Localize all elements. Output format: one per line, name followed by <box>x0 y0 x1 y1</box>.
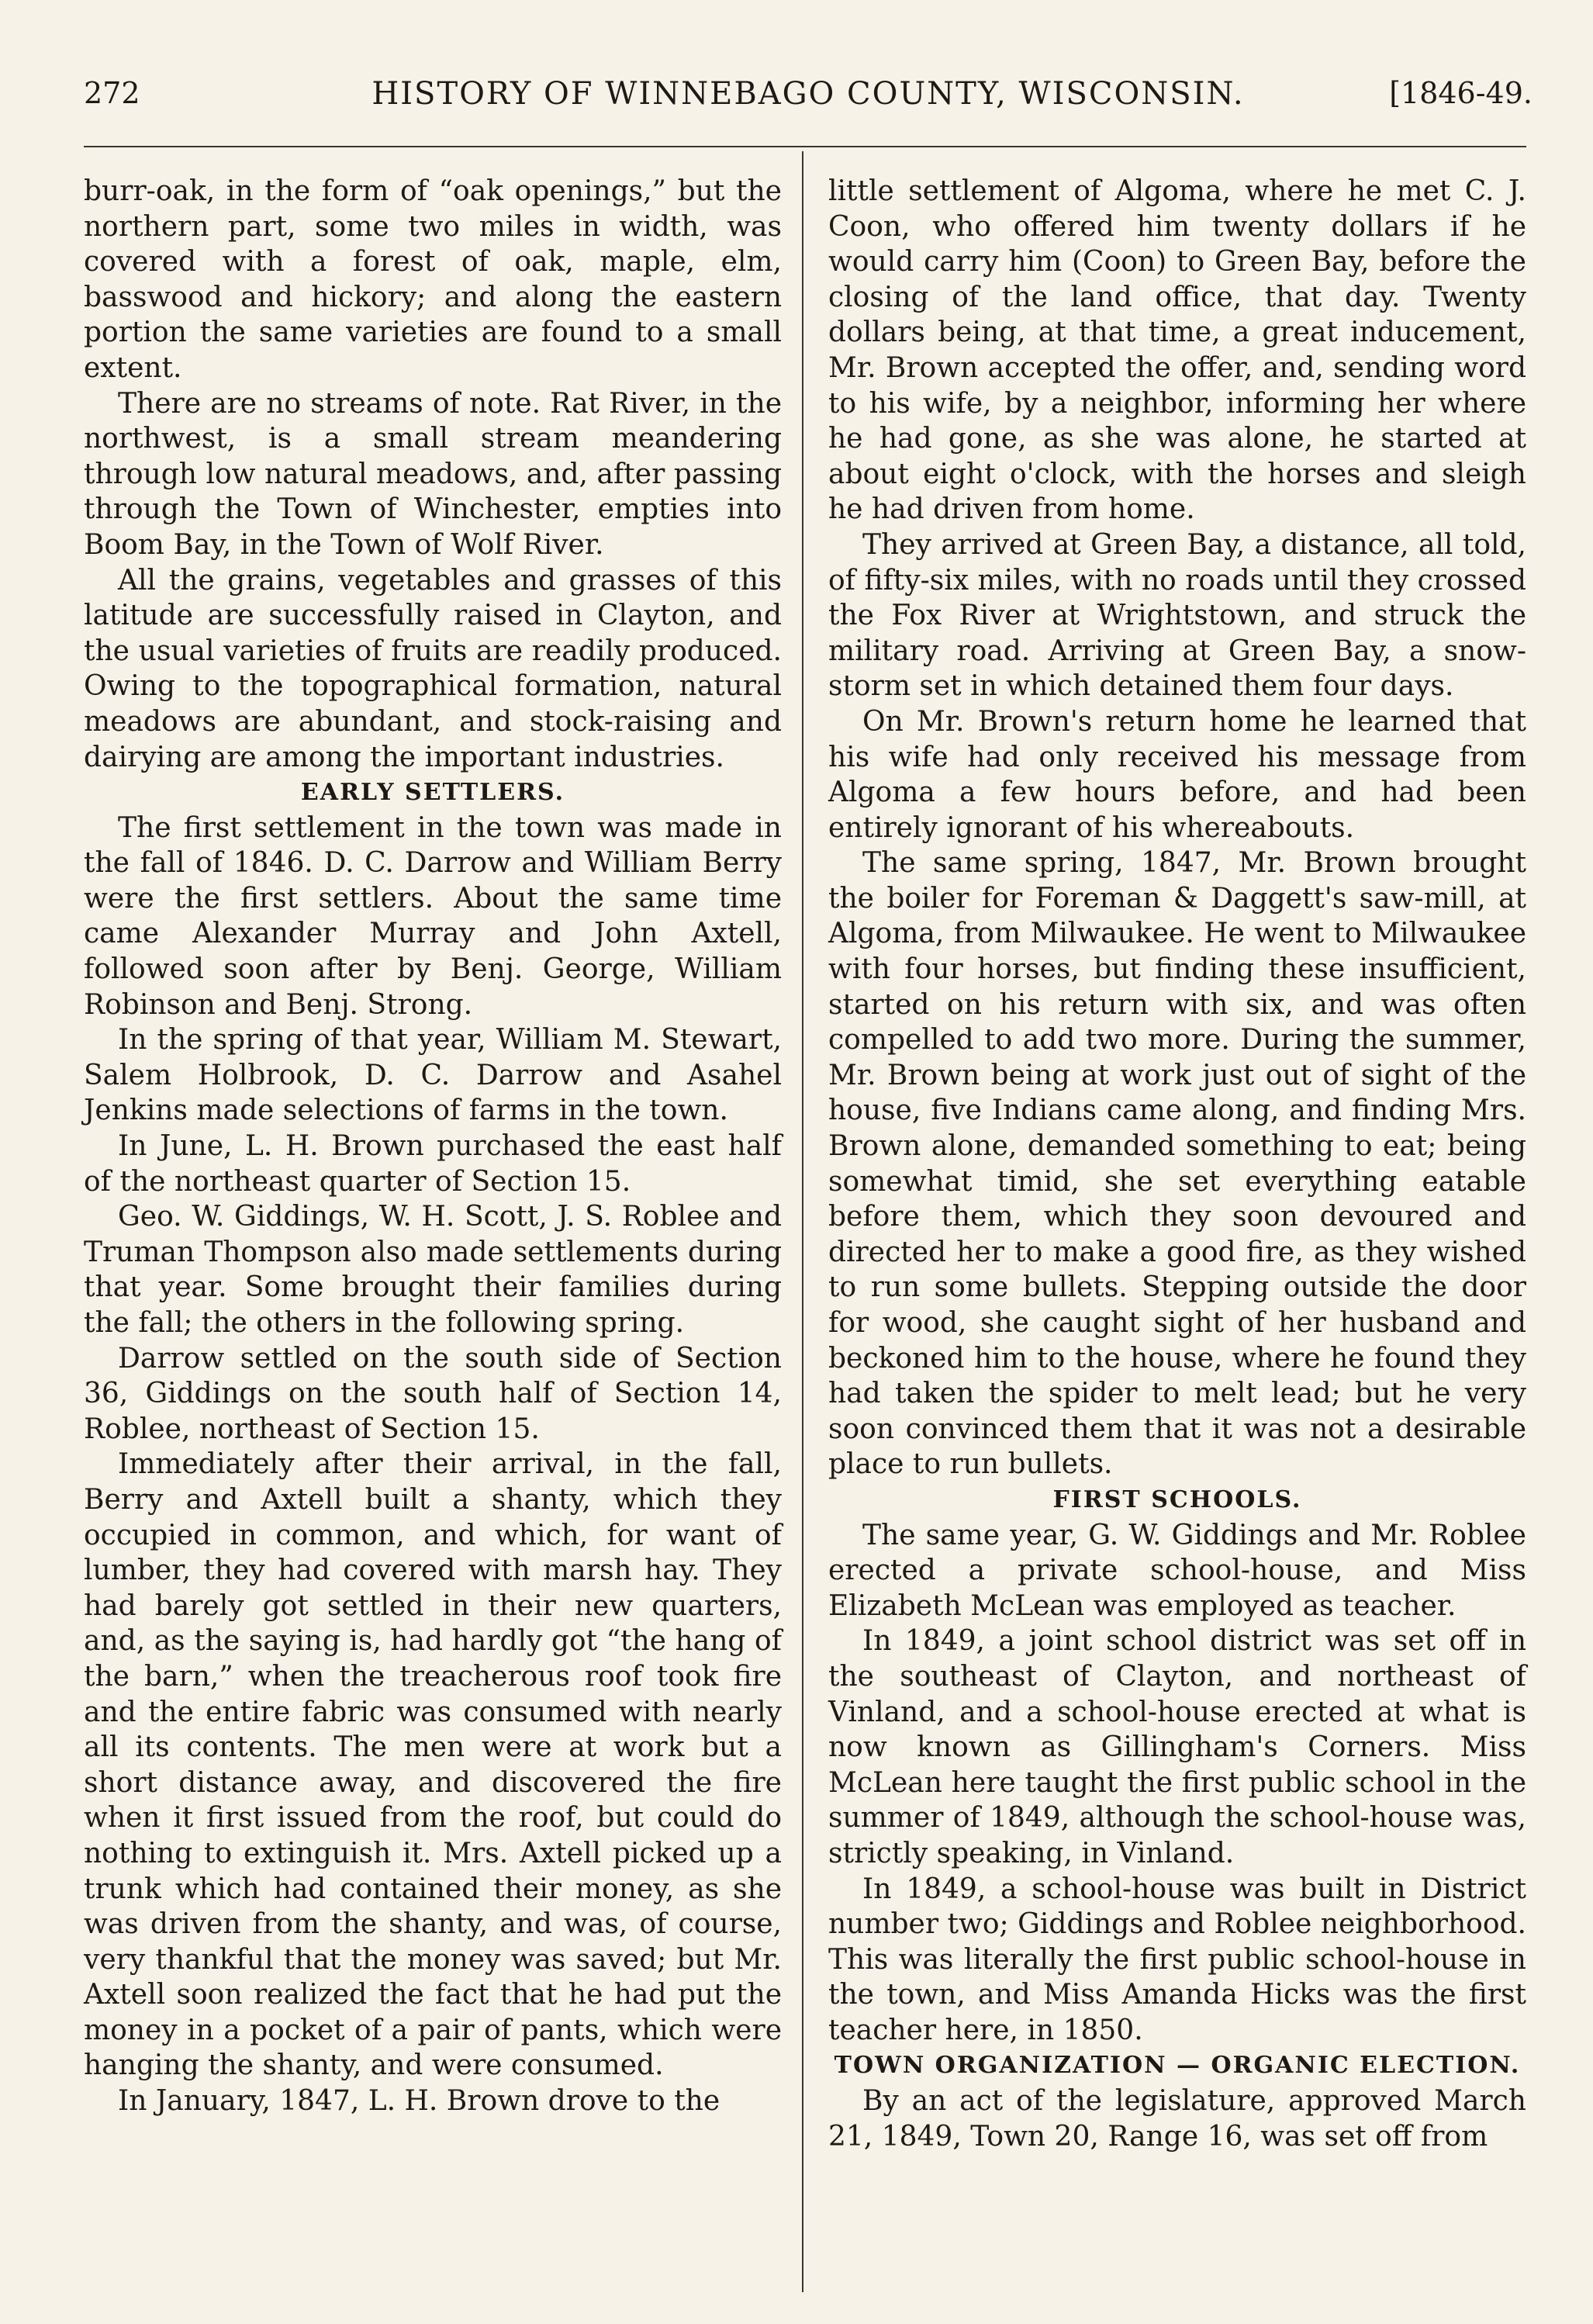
page-header <box>84 71 1533 118</box>
page-number: 272 <box>84 76 140 110</box>
paragraph: By an act of the legislature, approved March 21, 1849, Town 20, Range 16, was set off from <box>828 2085 1526 2153</box>
column-divider <box>802 151 803 2292</box>
paragraph: In 1849, a school-house was built in District number two; Giddings and Roblee neighborhood. This was literally the first public school-house in the town, and Miss Amanda Hicks was the first teacher here, in 1850. <box>828 1873 1526 2046</box>
paragraph: In January, 1847, L. H. Brown drove to the <box>118 2085 720 2118</box>
paragraph: little settlement of Algoma, where he met C. J. Coon, who offered him twenty dollars if he would carry him (Coon) to Green Bay, before the closing of the land office, that day. Twenty dollars being, at that time, a great inducement, Mr. Brown accepted the offer, and, sending word to his wife, by a neighbor, informing her where he had gone, as she was alone, he started at about eight o'clock, with the horses and sleigh he had driven from home. <box>828 175 1526 526</box>
paragraph: There are no streams of note. Rat River, in the northwest, is a small stream meandering through low natural meadows, and, after passing through the Town of Winchester, empties into Boom Bay, in the Town of Wolf River. <box>84 387 782 561</box>
section-heading-town-organization: TOWN ORGANIZATION — ORGANIC ELECTION. <box>834 2052 1521 2080</box>
left-column <box>84 174 782 2119</box>
paragraph: The same spring, 1847, Mr. Brown brought the boiler for Foreman & Daggett's saw-mill, at Algoma, from Milwaukee. He went to Milwaukee with four horses, but finding these insufficient, started on his return with six, and was often compelled to add two more. During the summer, Mr. Brown being at work just out of sight of the house, five Indians came along, and finding Mrs. Brown alone, demanded something to eat; being somewhat timid, she set everything eatable before them, which they soon devoured and directed her to make a good fire, as they wished to run some bullets. Stepping outside the door for wood, she caught sight of her husband and beckoned him to the house, where he found they had taken the spider to melt lead; but he very soon convinced them that it was not a desirable place to run bullets. <box>828 847 1526 1481</box>
date-range: [1846-49. <box>1389 76 1533 110</box>
header-rule <box>84 146 1526 147</box>
paragraph: On Mr. Brown's return home he learned that his wife had only received his message from Algoma a few hours before, and had been entirely ignorant of his whereabouts. <box>828 705 1526 844</box>
paragraph: The first settlement in the town was made in the fall of 1846. D. C. Darrow and William Berry were the first settlers. About the same time came Alexander Murray and John Axtell, followed soon after by Benj. George, William Robinson and Benj. Strong. <box>84 811 782 1021</box>
paragraph: burr-oak, in the form of “oak openings,” but the northern part, some two miles in width, was covered with a forest of oak, maple, elm, basswood and hickory; and along the eastern portion the same varieties are found to a small extent. <box>84 175 782 384</box>
right-column <box>828 174 1526 2154</box>
running-head: HISTORY OF WINNEBAGO COUNTY, WISCONSIN. <box>371 76 1245 112</box>
paragraph: All the grains, vegetables and grasses of this latitude are successfully raised in Clayton, and the usual varieties of fruits are readily produced. Owing to the topographical formation, natural meadows are abundant, and stock-raising and dairying are among the important industries. <box>84 564 782 773</box>
paragraph: In June, L. H. Brown purchased the east half of the northeast quarter of Section 15. <box>84 1130 782 1198</box>
section-heading-early-settlers: EARLY SETTLERS. <box>300 779 565 807</box>
paragraph: In 1849, a joint school district was set off in the southeast of Clayton, and northeast of Vinland, and a school-house erected at what is now known as Gillingham's Corners. Miss McLean here taught the first public school in the summer of 1849, although the school-house was, strictly speaking, in Vinland. <box>828 1625 1526 1869</box>
paragraph: In the spring of that year, William M. Stewart, Salem Holbrook, D. C. Darrow and Asahel Jenkins made selections of farms in the town. <box>84 1024 782 1127</box>
section-heading-first-schools: FIRST SCHOOLS. <box>1052 1485 1302 1513</box>
paragraph: Immediately after their arrival, in the fall, Berry and Axtell built a shanty, which they occupied in common, and which, for want of lumber, they had covered with marsh hay. They had barely got settled in their new quarters, and, as the saying is, had hardly got “the hang of the barn,” when the treacherous roof took fire and the entire fabric was consumed with nearly all its contents. The men were at work but a short distance away, and discovered the fire when it first issued from the roof, but could do nothing to extinguish it. Mrs. Axtell picked up a trunk which had contained their money, as she was driven from the shanty, and was, of course, very thankful that the money was saved; but Mr. Axtell soon realized the fact that he had put the money in a pocket of a pair of pants, which were hanging the shanty, and were consumed. <box>84 1448 782 2082</box>
paragraph: Darrow settled on the south side of Section 36, Giddings on the south half of Section 14, Roblee, northeast of Section 15. <box>84 1342 782 1445</box>
paragraph: The same year, G. W. Giddings and Mr. Roblee erected a private school-house, and Miss Elizabeth McLean was employed as teacher. <box>828 1519 1526 1622</box>
paragraph: Geo. W. Giddings, W. H. Scott, J. S. Roblee and Truman Thompson also made settlements during that year. Some brought their families during the fall; the others in the following spring. <box>84 1201 782 1339</box>
paragraph: They arrived at Green Bay, a distance, all told, of fifty-six miles, with no roads until they crossed the Fox River at Wrightstown, and struck the military road. Arriving at Green Bay, a snow-storm set in which detained them four days. <box>828 528 1526 703</box>
